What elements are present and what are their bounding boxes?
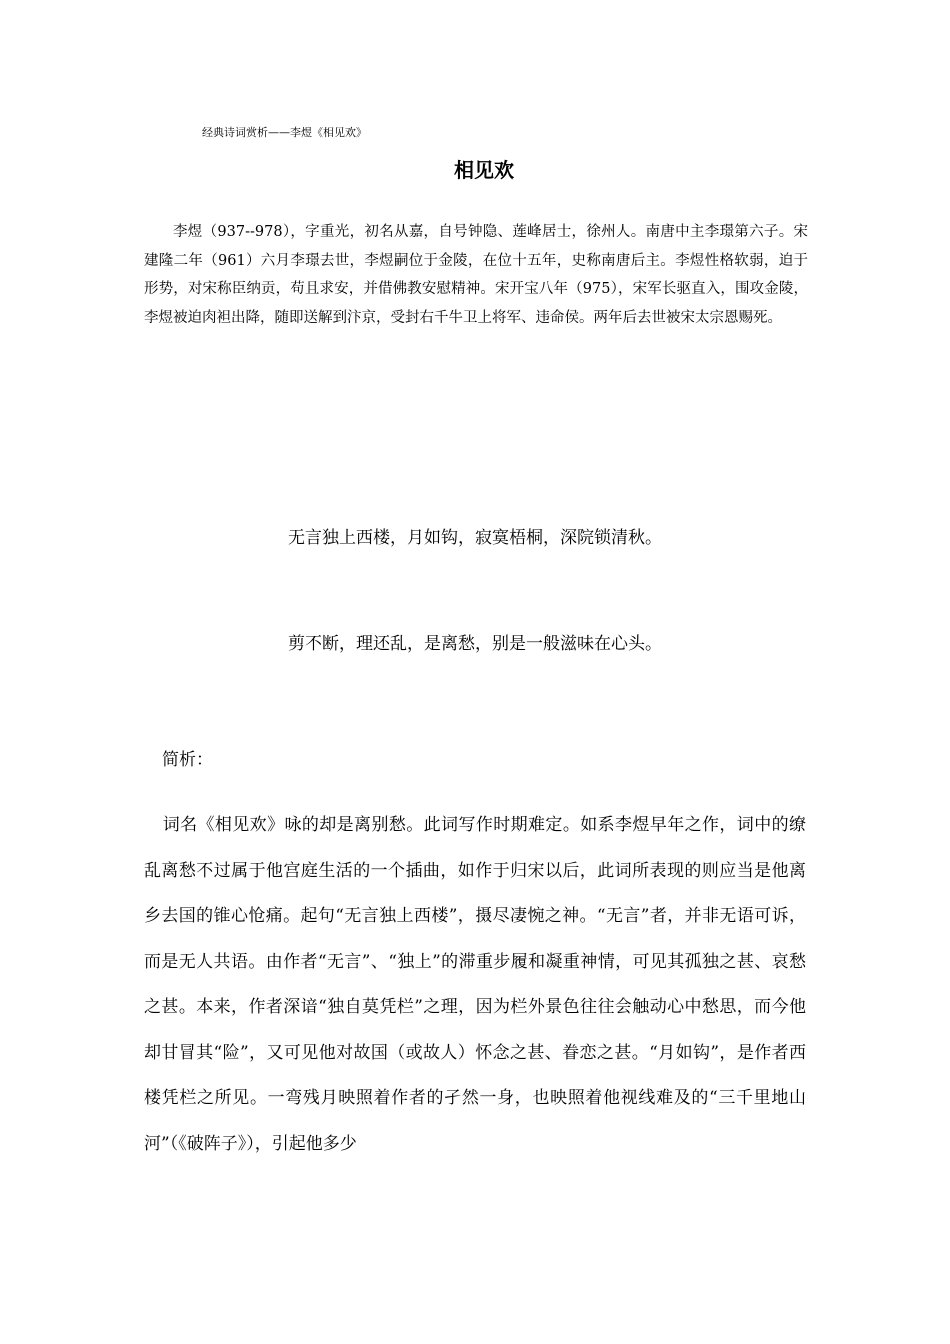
author-biography: 李煜（937--978），字重光，初名从嘉，自号钟隐、莲峰居士，徐州人。南唐中主李璟第六子。宋建隆二年（961）六月李璟去世，李煜嗣位于金陵，在位十五年，史称南唐后主。李煜性格软弱，迫于形势，对宋称臣纳贡，苟且求安，并借佛教安慰精神。宋开宝八年（975），宋军长驱直入，围攻金陵，李煜被迫肉袒出降，随即送解到汴京，受封右千牛卫上将军、违命侯。两年后去世被宋太宗恩赐死。 bbox=[144, 224, 808, 326]
poem-line-1: 无言独上西楼，月如钩，寂寞梧桐，深院锁清秋。 bbox=[288, 528, 662, 548]
poem-line-2: 剪不断，理还乱，是离愁，别是一般滋味在心头。 bbox=[288, 634, 662, 654]
page-title: 相见欢 bbox=[454, 158, 514, 182]
running-header: 经典诗词赏析——李煜《相见欢》 bbox=[202, 126, 367, 139]
analysis-paragraph: 词名《相见欢》咏的却是离别愁。此词写作时期难定。如系李煜早年之作，词中的缭乱离愁不过属于他宫庭生活的一个插曲，如作于归宋以后，此词所表现的则应当是他离乡去国的锥心怆痛。起句“无言独上西楼”，摄尽凄惋之神。“无言”者，并非无语可诉，而是无人共语。由作者“无言”、“独上”的滞重步履和凝重神情，可见其孤独之甚、哀愁之甚。本来，作者深谙“独自莫凭栏”之理，因为栏外景色往往会触动心中愁思，而今他却甘冒其“险”，又可见他对故国（或故人）怀念之甚、眷恋之甚。“月如钩”，是作者西楼凭栏之所见。一弯残月映照着作者的孑然一身，也映照着他视线难及的“三千里地山河”（《破阵子》），引起他多少 bbox=[144, 815, 806, 1154]
analysis-heading: 简析： bbox=[162, 750, 213, 770]
